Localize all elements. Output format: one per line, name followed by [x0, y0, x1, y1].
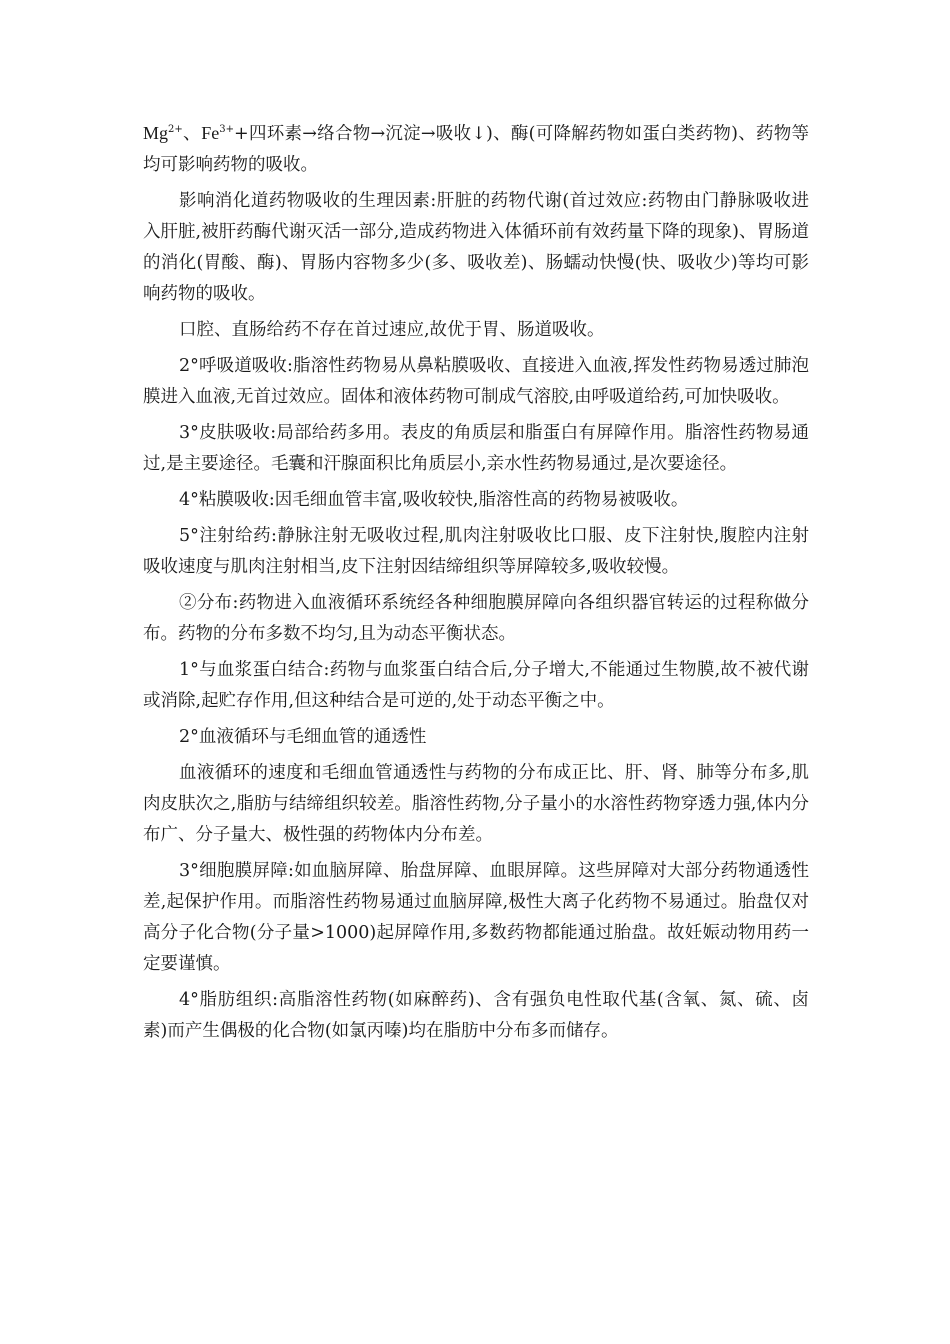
- paragraph-distribution: ②分布:药物进入血液循环系统经各种细胞膜屏障向各组织器官转运的过程称做分布。药物的分布多数不均匀,且为动态平衡状态。: [143, 593, 809, 644]
- paragraph-circulation-heading: 2°血液循环与毛细血管的通透性: [179, 727, 427, 747]
- paragraph-skin-absorption: 3°皮肤吸收:局部给药多用。表皮的角质层和脂蛋白有屏障作用。脂溶性药物易通过,是主要途径。毛囊和汗腺面积比角质层小,亲水性药物易通过,是次要途径。: [143, 423, 809, 474]
- paragraph-adipose-tissue: 4°脂肪组织:高脂溶性药物(如麻醉药)、含有强负电性取代基(含氧、氮、硫、卤素)而产生偶极的化合物(如氯丙嗪)均在脂肪中分布多而储存。: [143, 990, 809, 1041]
- paragraph-oral-rectal: 口腔、直肠给药不存在首过速应,故优于胃、肠道吸收。: [179, 320, 605, 340]
- paragraph-physiological-factors: 影响消化道药物吸收的生理因素:肝脏的药物代谢(首过效应:药物由门静脉吸收进入肝脏,被肝药酶代谢灭活一部分,造成药物进入体循环前有效药量下降的现象)、胃肠道的消化(胃酸、酶)、胃肠内容物多少(多、吸收差)、肠蠕动快慢(快、吸收少)等均可影响药物的吸收。: [143, 191, 809, 304]
- paragraph-continuation-text: +四环素→络合物→沉淀→吸收↓)、酶(可降解药物如蛋白类药物)、药物等均可影响药物的吸收。: [143, 124, 810, 175]
- paragraph-continuation: [143, 118, 809, 181]
- magnesium-charge: 2+: [168, 124, 183, 135]
- iron-symbol: 、Fe: [182, 123, 220, 143]
- magnesium-symbol: Mg: [143, 123, 169, 143]
- paragraph-injection: 5°注射给药:静脉注射无吸收过程,肌肉注射吸收比口服、皮下注射快,腹腔内注射吸收速度与肌肉注射相当,皮下注射因结缔组织等屏障较多,吸收较慢。: [143, 526, 809, 577]
- document-body: [143, 118, 809, 1052]
- paragraph-circulation-body: 血液循环的速度和毛细血管通透性与药物的分布成正比、肝、肾、肺等分布多,肌肉皮肤次之,脂肪与结缔组织较差。脂溶性药物,分子量小的水溶性药物穿透力强,体内分布广、分子量大、极性强的药物体内分布差。: [143, 763, 809, 845]
- paragraph-respiratory-absorption: 2°呼吸道吸收:脂溶性药物易从鼻粘膜吸收、直接进入血液,挥发性药物易透过肺泡膜进入血液,无首过效应。固体和液体药物可制成气溶胶,由呼吸道给药,可加快吸收。: [143, 356, 809, 407]
- paragraph-membrane-barrier: 3°细胞膜屏障:如血脑屏障、胎盘屏障、血眼屏障。这些屏障对大部分药物通透性差,起保护作用。而脂溶性药物易通过血脑屏障,极性大离子化药物不易通过。胎盘仅对高分子化合物(分子量>1000)起屏障作用,多数药物都能通过胎盘。故妊娠动物用药一定要谨慎。: [143, 861, 809, 974]
- paragraph-mucosa-absorption: 4°粘膜吸收:因毛细血管丰富,吸收较快,脂溶性高的药物易被吸收。: [179, 490, 689, 510]
- paragraph-plasma-protein: 1°与血浆蛋白结合:药物与血浆蛋白结合后,分子增大,不能通过生物膜,故不被代谢或消除,起贮存作用,但这种结合是可逆的,处于动态平衡之中。: [143, 660, 809, 711]
- iron-charge: 3+: [219, 124, 235, 135]
